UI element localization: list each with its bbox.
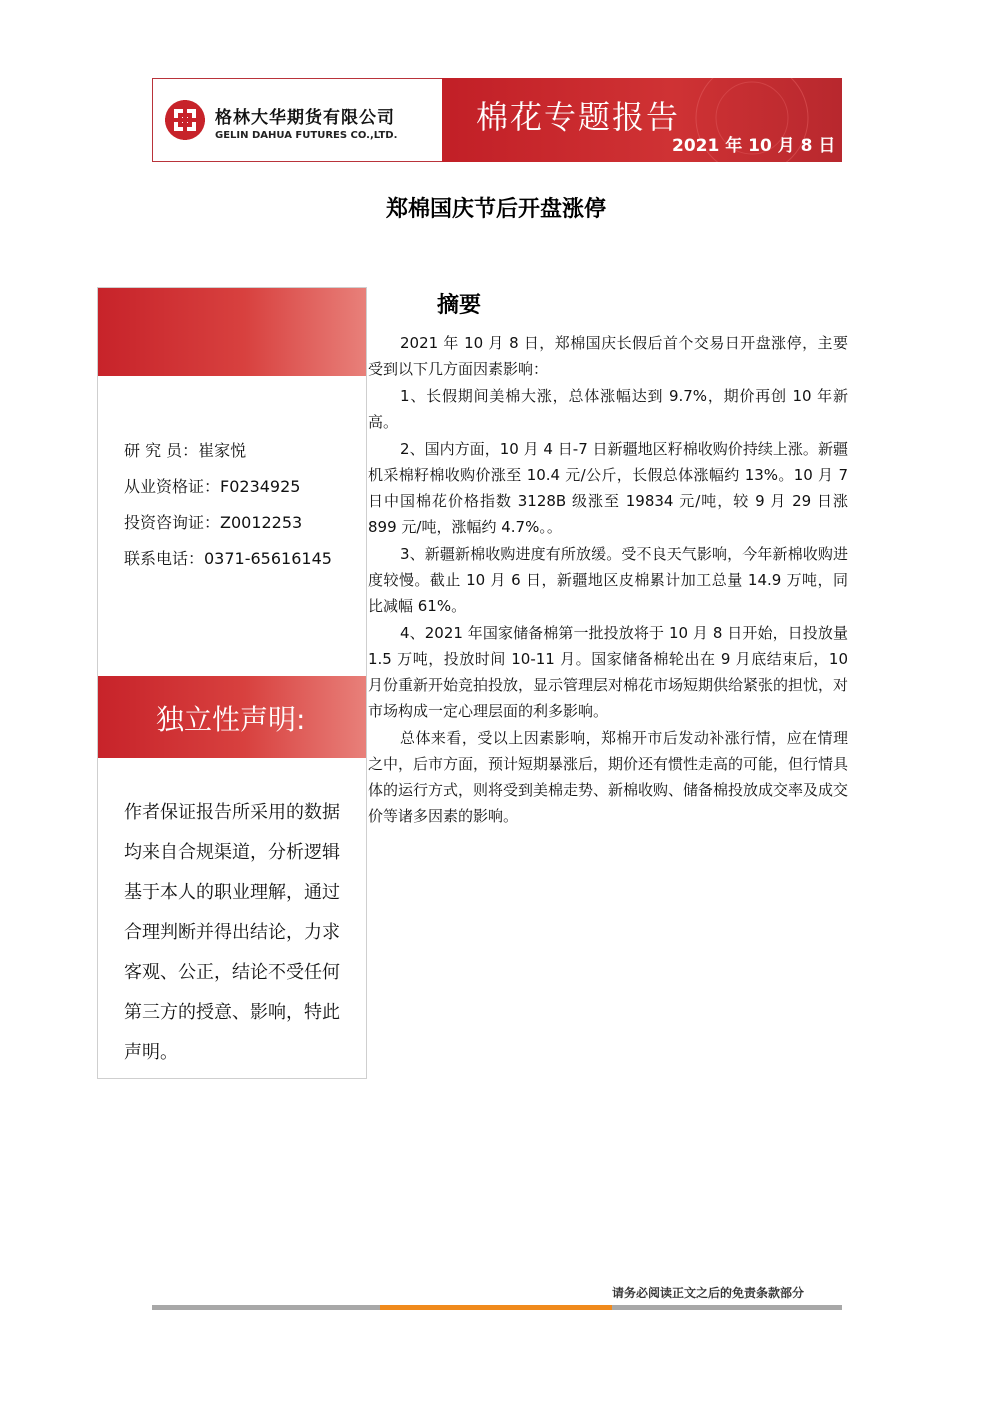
summary-paragraph: 2、国内方面，10 月 4 日-7 日新疆地区籽棉收购价持续上涨。新疆机采棉籽棉收购价涨至 10.4 元/公斤，长假总体涨幅约 13%。10 月 7 日中国棉花价格指数 3128B 级涨至 19834 元/吨，较 9 月 29 日涨 899 元/吨，涨幅约 4.7%。。 (368, 440, 848, 536)
footer-bar-gray (152, 1305, 380, 1310)
summary-paragraph: 1、长假期间美棉大涨，总体涨幅达到 9.7%，期价再创 10 年新高。 (368, 387, 848, 431)
summary-paragraph: 3、新疆新棉收购进度有所放缓。受不良天气影响，今年新棉收购进度较慢。截止 10 月 6 日，新疆地区皮棉累计加工总量 14.9 万吨，同比减幅 61%。 (368, 545, 848, 615)
contact-phone: 联系电话：0371-65616145 (124, 549, 332, 568)
summary-paragraph: 4、2021 年国家储备棉第一批投放将于 10 月 8 日开始，日投放量 1.5 万吨，投放时间 10-11 月。国家储备棉轮出在 9 月底结束后，10 月份重新开始竞拍投放，显示管理层对棉花市场短期供给紧张的担忧，对市场构成一定心理层面的利多影响。 (368, 624, 849, 720)
footer-bar-gray-right (612, 1305, 842, 1310)
summary-paragraph: 总体来看，受以上因素影响，郑棉开市后发动补涨行情，应在情理之中，后市方面，预计短期暴涨后，期价还有惯性走高的可能，但行情具体的运行方式，则将受到美棉走势、新棉收购、储备棉投放成交率及成交价等诸多因素的影响。 (368, 729, 849, 825)
sidebar-panel (97, 287, 367, 1079)
declaration-text: 作者保证报告所采用的数据均来自合规渠道，分析逻辑基于本人的职业理解，通过合理判断并得出结论，力求客观、公正，结论不受任何第三方的授意、影响，特此声明。 (124, 802, 340, 1063)
declaration-title: 独立性声明: (156, 703, 306, 736)
company-logo-area (152, 78, 442, 162)
sidebar-top-band (98, 288, 366, 376)
report-type: 棉花专题报告 (476, 98, 681, 136)
report-header (152, 78, 842, 162)
analyst-info (124, 433, 332, 577)
company-name-cn: 格林大华期货有限公司 (215, 108, 395, 128)
footer-bar-orange (380, 1305, 612, 1310)
analyst-name: 研 究 员：崔家悦 (124, 441, 247, 460)
company-logo-icon (163, 98, 207, 142)
license-number: 从业资格证：F0234925 (124, 477, 301, 496)
advisor-license-number: 投资咨询证：Z0012253 (124, 513, 303, 532)
report-date: 2021 年 10 月 8 日 (672, 136, 836, 156)
company-name-en: GELIN DAHUA FUTURES CO.,LTD. (215, 130, 398, 141)
summary-heading: 摘要 (437, 293, 482, 318)
footer-disclaimer-note: 请务必阅读正文之后的免责条款部分 (612, 1286, 805, 1300)
page-title: 郑棉国庆节后开盘涨停 (385, 197, 606, 222)
declaration-band (98, 676, 366, 758)
summary-body (368, 330, 848, 830)
summary-paragraph: 2021 年 10 月 8 日，郑棉国庆长假后首个交易日开盘涨停，主要受到以下几方面因素影响： (368, 334, 848, 378)
